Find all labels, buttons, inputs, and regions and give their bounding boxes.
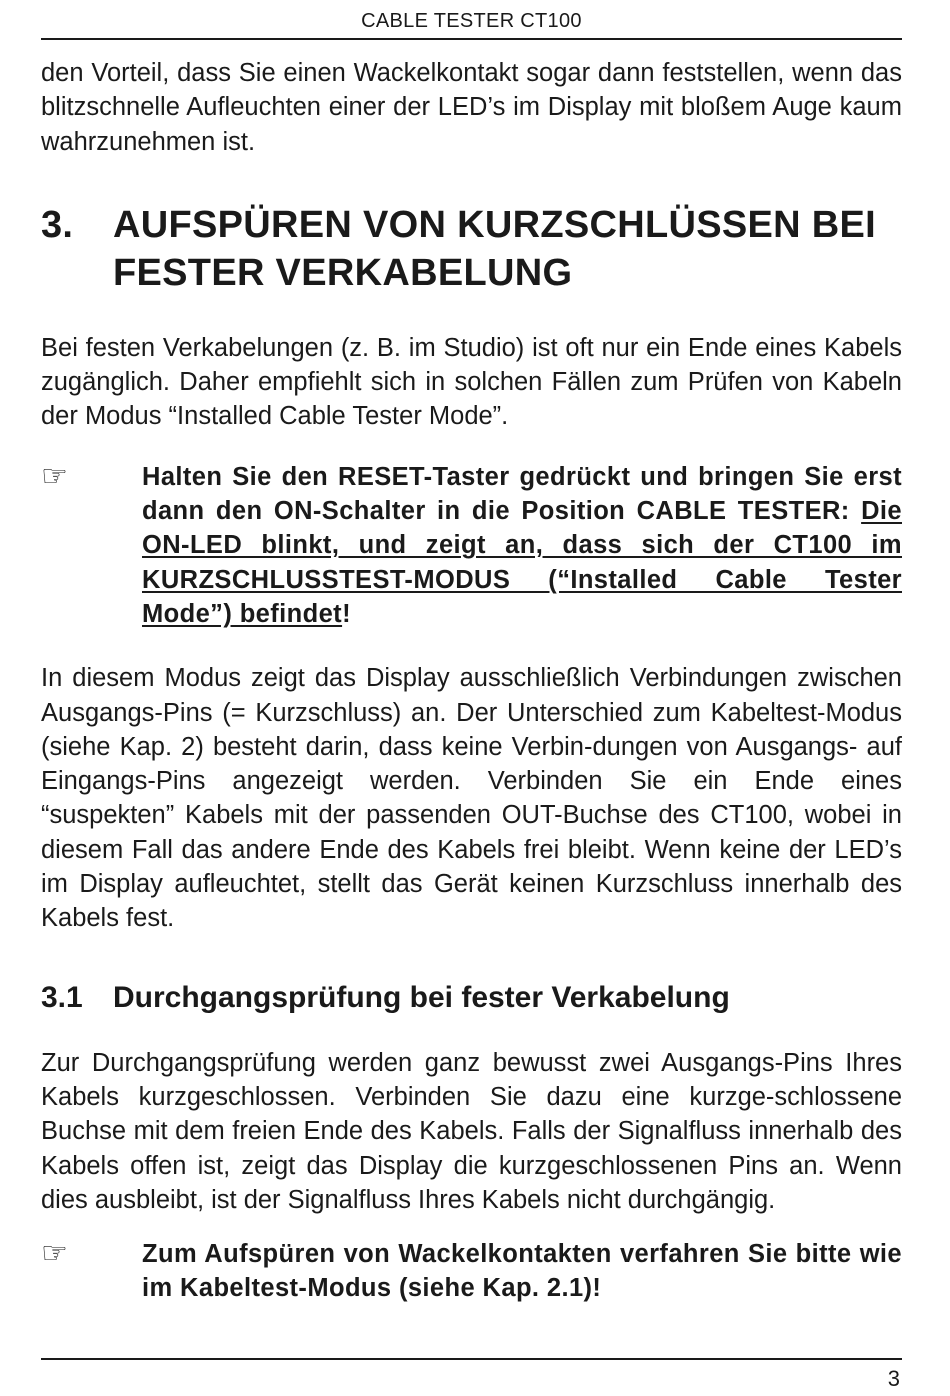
note-lead: Halten Sie den RESET-Taster gedrückt und bringen Sie erst dann den ON-Schalter in die Position CABLE TESTER:	[142, 462, 902, 526]
section-3-1-number: 3.1	[41, 980, 83, 1014]
section-3-paragraph-1: Bei festen Verkabelungen (z. B. im Studio) ist oft nur ein Ende eines Kabels zugänglich. Daher empfiehlt sich in solchen Fällen zum Prüfen von Kabeln der Modus “Installed Cable Tester Mode”.	[41, 333, 902, 431]
section-3-paragraph-2: In diesem Modus zeigt das Display ausschließlich Verbindungen zwischen Ausgangs-Pins (= Kurzschluss) an. Der Unterschied zum Kabeltest-Modus (siehe Kap. 2) besteht darin, dass keine Verbin-dungen von Ausgangs- auf Eingangs-Pins angezeigt werden. Verbinden Sie ein Ende eines “suspekten” Kabels mit der passenden OUT-Buchse des CT100, wobei in diesem Fall das andere Ende des Kabels frei bleibt. Wenn keine der LED’s im Display aufleuchtet, stellt das Gerät keinen Kurzschluss innerhalb des Kabels fest.	[41, 664, 902, 933]
section-3-1-note	[41, 1237, 902, 1306]
footer-rule	[41, 1358, 902, 1360]
section-3-1-note-text: Zum Aufspüren von Wackelkontakten verfahren Sie bitte wie im Kabeltest-Modus (siehe Kap. 2.1)!	[142, 1240, 902, 1303]
section-3-1-paragraph: Zur Durchgangsprüfung werden ganz bewusst zwei Ausgangs-Pins Ihres Kabels kurzgeschlossen. Verbinden Sie dazu eine kurzge-schlossene Buchse mit dem freien Ende des Kabels. Falls der Signalfluss innerhalb des Kabels offen ist, zeigt das Display die kurzgeschlossenen Pins an. Wenn dies ausbleibt, ist der Signalfluss Ihres Kabels nicht durchgängig.	[41, 1048, 902, 1214]
note-underlined: Die ON-LED blinkt, und zeigt an, dass sich der CT100 im KURZSCHLUSSTEST-MODUS (“Installed Cable Tester Mode”) befindet	[142, 497, 902, 628]
header-title: CABLE TESTER CT100	[361, 10, 582, 32]
section-3-1-title: Durchgangsprüfung bei fester Verkabelung	[113, 980, 730, 1014]
section-3-number: 3.	[41, 203, 74, 246]
section-3-1-heading	[41, 980, 902, 1016]
intro-paragraph: den Vorteil, dass Sie einen Wackelkontakt sogar dann feststellen, wenn das blitzschnelle Aufleuchten einer der LED’s im Display mit bloßem Auge kaum wahrzunehmen ist.	[41, 59, 902, 156]
section-3-note	[41, 460, 902, 631]
pointing-hand-icon: ☞	[41, 1237, 68, 1271]
section-3-heading	[41, 201, 902, 297]
page-header	[41, 6, 902, 40]
page-number: 3	[887, 1366, 900, 1391]
section-3-note-text	[142, 460, 902, 631]
section-3-title: AUFSPÜREN VON KURZSCHLÜSSEN BEI FESTER VERKABELUNG	[113, 203, 877, 294]
note-tail: !	[342, 599, 351, 628]
pointing-hand-icon: ☞	[41, 459, 68, 493]
page-content	[41, 56, 902, 1306]
